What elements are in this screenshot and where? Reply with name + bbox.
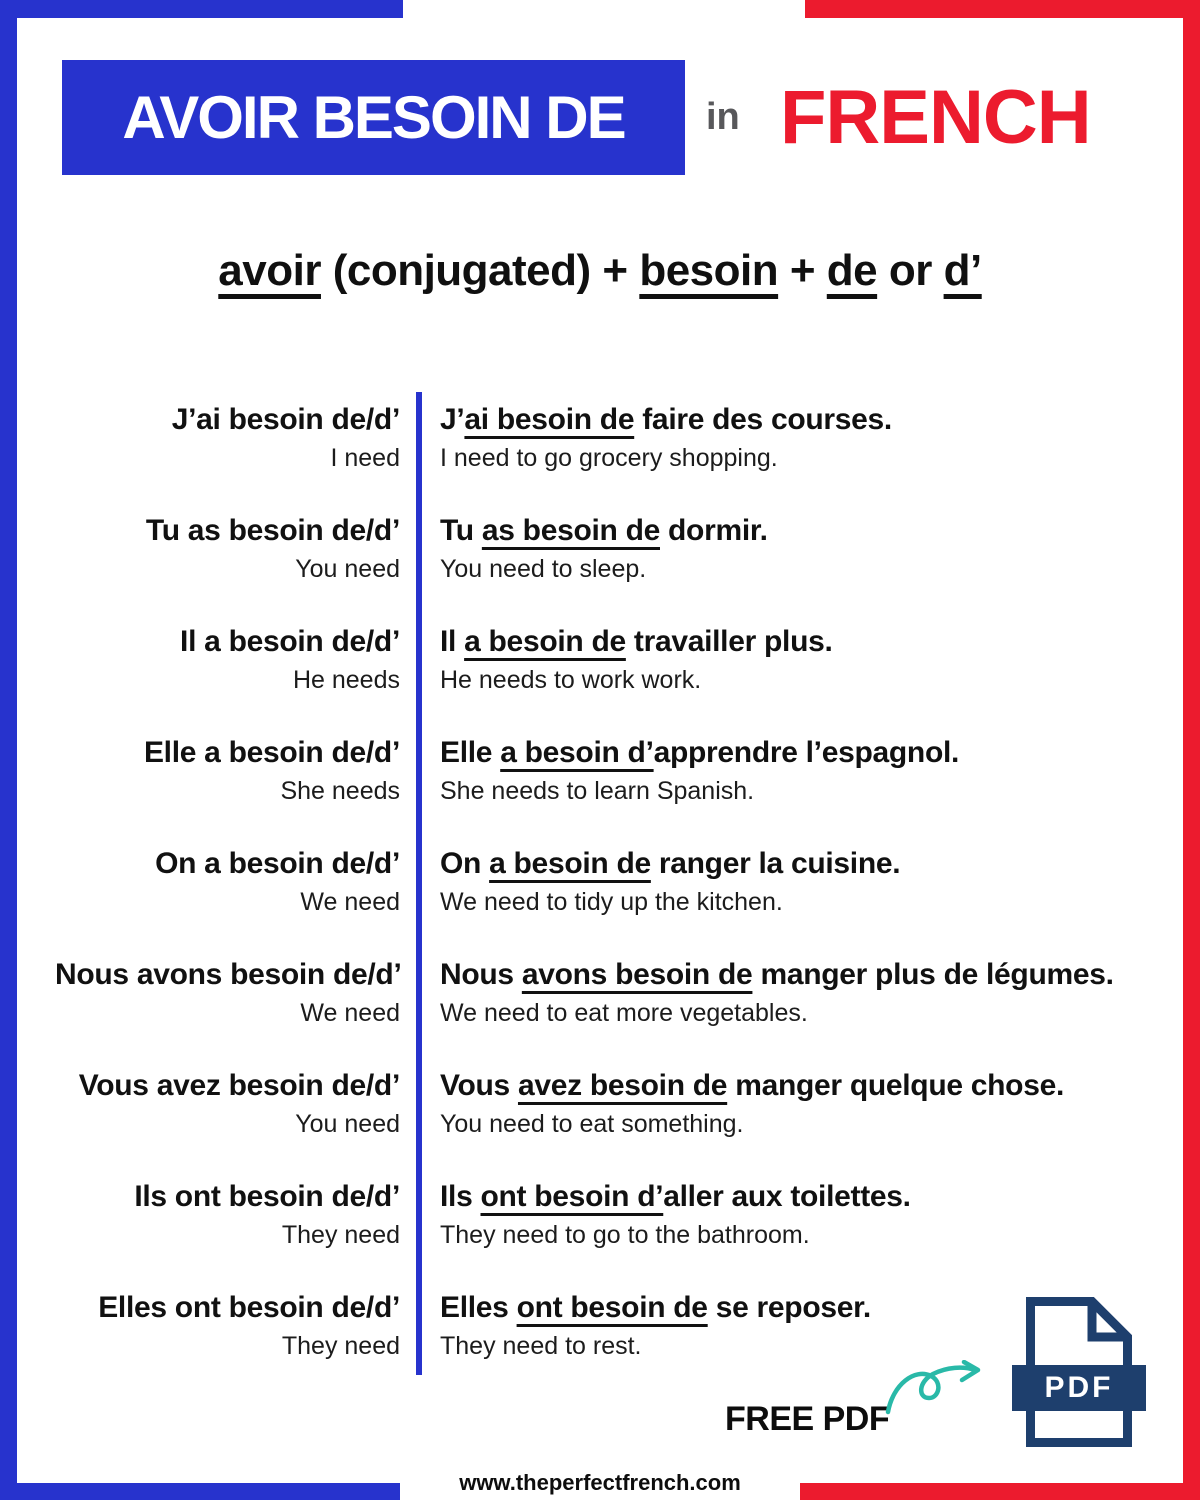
pronoun-form: Vous avez besoin de/d’ [78, 1069, 400, 1102]
pronoun-form: On a besoin de/d’ [155, 847, 400, 880]
conjugation-row [55, 392, 1145, 503]
curly-arrow-icon [885, 1360, 1000, 1418]
example-translation: I need to go grocery shopping. [440, 444, 778, 472]
example-part: apprendre l’espagnol. [653, 736, 960, 769]
frame-bar-red-top [805, 0, 1200, 18]
pronoun-form: Nous avons besoin de/d’ [55, 958, 402, 991]
pronoun-translation: They need [281, 1221, 400, 1249]
pronoun-translation: We need [300, 999, 400, 1027]
frame-bar-red-right [1183, 0, 1200, 1500]
example-sentence [440, 957, 1145, 993]
example-part: J’ [440, 403, 465, 436]
conjugation-row [55, 947, 1145, 1058]
pronoun-cell [55, 1290, 400, 1391]
pronoun-cell [55, 513, 400, 614]
free-pdf-label[interactable]: FREE PDF [725, 1400, 890, 1438]
pronoun-cell [55, 1179, 400, 1280]
example-sentence [440, 735, 1145, 771]
pdf-file-icon[interactable] [1012, 1297, 1146, 1447]
pronoun-translation: We need [300, 888, 400, 916]
example-translation: They need to go to the bathroom. [440, 1221, 810, 1249]
example-part-underlined: a besoin de [489, 847, 651, 880]
example-part: Tu [440, 514, 482, 547]
example-translation: She needs to learn Spanish. [440, 777, 755, 805]
example-translation: He needs to work work. [440, 666, 702, 694]
formula-part-underlined: d’ [943, 246, 982, 295]
website-url[interactable]: www.theperfectfrench.com [459, 1470, 741, 1495]
example-translation: We need to eat more vegetables. [440, 999, 808, 1027]
example-cell [440, 735, 1145, 836]
formula-part-underlined: de [826, 246, 878, 295]
formula-part: or [877, 246, 944, 295]
title-connector: in [706, 96, 740, 138]
example-part: manger plus de légumes. [752, 958, 1114, 991]
formula-part: (conjugated) + [320, 246, 640, 295]
pronoun-cell [55, 624, 400, 725]
pronoun-translation: They need [281, 1332, 400, 1360]
pronoun-form: Elles ont besoin de/d’ [98, 1291, 400, 1324]
frame-bar-blue-left [0, 0, 17, 1500]
example-cell [440, 402, 1145, 503]
example-cell [440, 846, 1145, 947]
example-translation: You need to sleep. [440, 555, 647, 583]
pronoun-translation: She needs [280, 777, 400, 805]
example-cell [440, 1068, 1145, 1169]
example-sentence [440, 846, 1145, 882]
pdf-icon-label: PDF [1012, 1365, 1146, 1411]
example-sentence [440, 402, 1145, 438]
conjugation-row [55, 836, 1145, 947]
example-sentence [440, 513, 1145, 549]
conjugation-row [55, 1058, 1145, 1169]
example-part: travailler plus. [625, 625, 833, 658]
example-sentence [440, 1179, 1145, 1215]
example-part: Il [440, 625, 465, 658]
pronoun-cell [55, 846, 400, 947]
pronoun-translation: You need [295, 1110, 400, 1138]
pronoun-form: Il a besoin de/d’ [180, 625, 400, 658]
example-part: Elles [440, 1291, 517, 1324]
example-part-underlined: ont besoin d’ [480, 1180, 664, 1213]
example-part-underlined: avez besoin de [517, 1069, 728, 1102]
example-part-underlined: a besoin d’ [500, 736, 654, 769]
pronoun-translation: He needs [292, 666, 400, 694]
page-title: AVOIR BESOIN DE [122, 84, 625, 151]
formula-line [0, 246, 1200, 296]
title-banner [62, 60, 685, 175]
conjugation-row [55, 1169, 1145, 1280]
example-part: Elle [440, 736, 501, 769]
example-part: Nous [440, 958, 522, 991]
example-part: Ils [440, 1180, 481, 1213]
example-part-underlined: a besoin de [464, 625, 626, 658]
conjugation-row [55, 725, 1145, 836]
example-cell [440, 513, 1145, 614]
example-part: faire des courses. [634, 403, 892, 436]
example-cell [440, 957, 1145, 1058]
frame-bar-blue-top [0, 0, 403, 18]
pronoun-cell [55, 957, 400, 1058]
example-part: aller aux toilettes. [663, 1180, 911, 1213]
example-sentence [440, 624, 1145, 660]
formula-part-underlined: besoin [639, 246, 779, 295]
pronoun-cell [55, 1068, 400, 1169]
example-part-underlined: as besoin de [481, 514, 660, 547]
example-part: se reposer. [707, 1291, 871, 1324]
pronoun-form: Tu as besoin de/d’ [145, 514, 400, 547]
conjugation-row [55, 614, 1145, 725]
formula-part-underlined: avoir [218, 246, 321, 295]
example-sentence [440, 1068, 1145, 1104]
example-part-underlined: ont besoin de [516, 1291, 708, 1324]
example-part-underlined: ai besoin de [464, 403, 635, 436]
example-part: On [440, 847, 490, 880]
example-part: Vous [440, 1069, 518, 1102]
example-part: ranger la cuisine. [650, 847, 901, 880]
pronoun-cell [55, 402, 400, 503]
example-translation: We need to tidy up the kitchen. [440, 888, 783, 916]
pronoun-form: Ils ont besoin de/d’ [134, 1180, 400, 1213]
pronoun-translation: I need [330, 444, 400, 472]
example-part: manger quelque chose. [727, 1069, 1065, 1102]
conjugation-row [55, 503, 1145, 614]
pronoun-form: Elle a besoin de/d’ [143, 736, 400, 769]
example-translation: You need to eat something. [440, 1110, 744, 1138]
conjugation-table [55, 392, 1145, 1391]
example-cell [440, 624, 1145, 725]
pronoun-form: J’ai besoin de/d’ [171, 403, 400, 436]
example-cell [440, 1179, 1145, 1280]
example-part-underlined: avons besoin de [521, 958, 753, 991]
example-translation: They need to rest. [440, 1332, 642, 1360]
formula-part: + [778, 246, 827, 295]
example-part: dormir. [660, 514, 768, 547]
title-language: FRENCH [780, 75, 1091, 160]
pronoun-cell [55, 735, 400, 836]
pronoun-translation: You need [295, 555, 400, 583]
